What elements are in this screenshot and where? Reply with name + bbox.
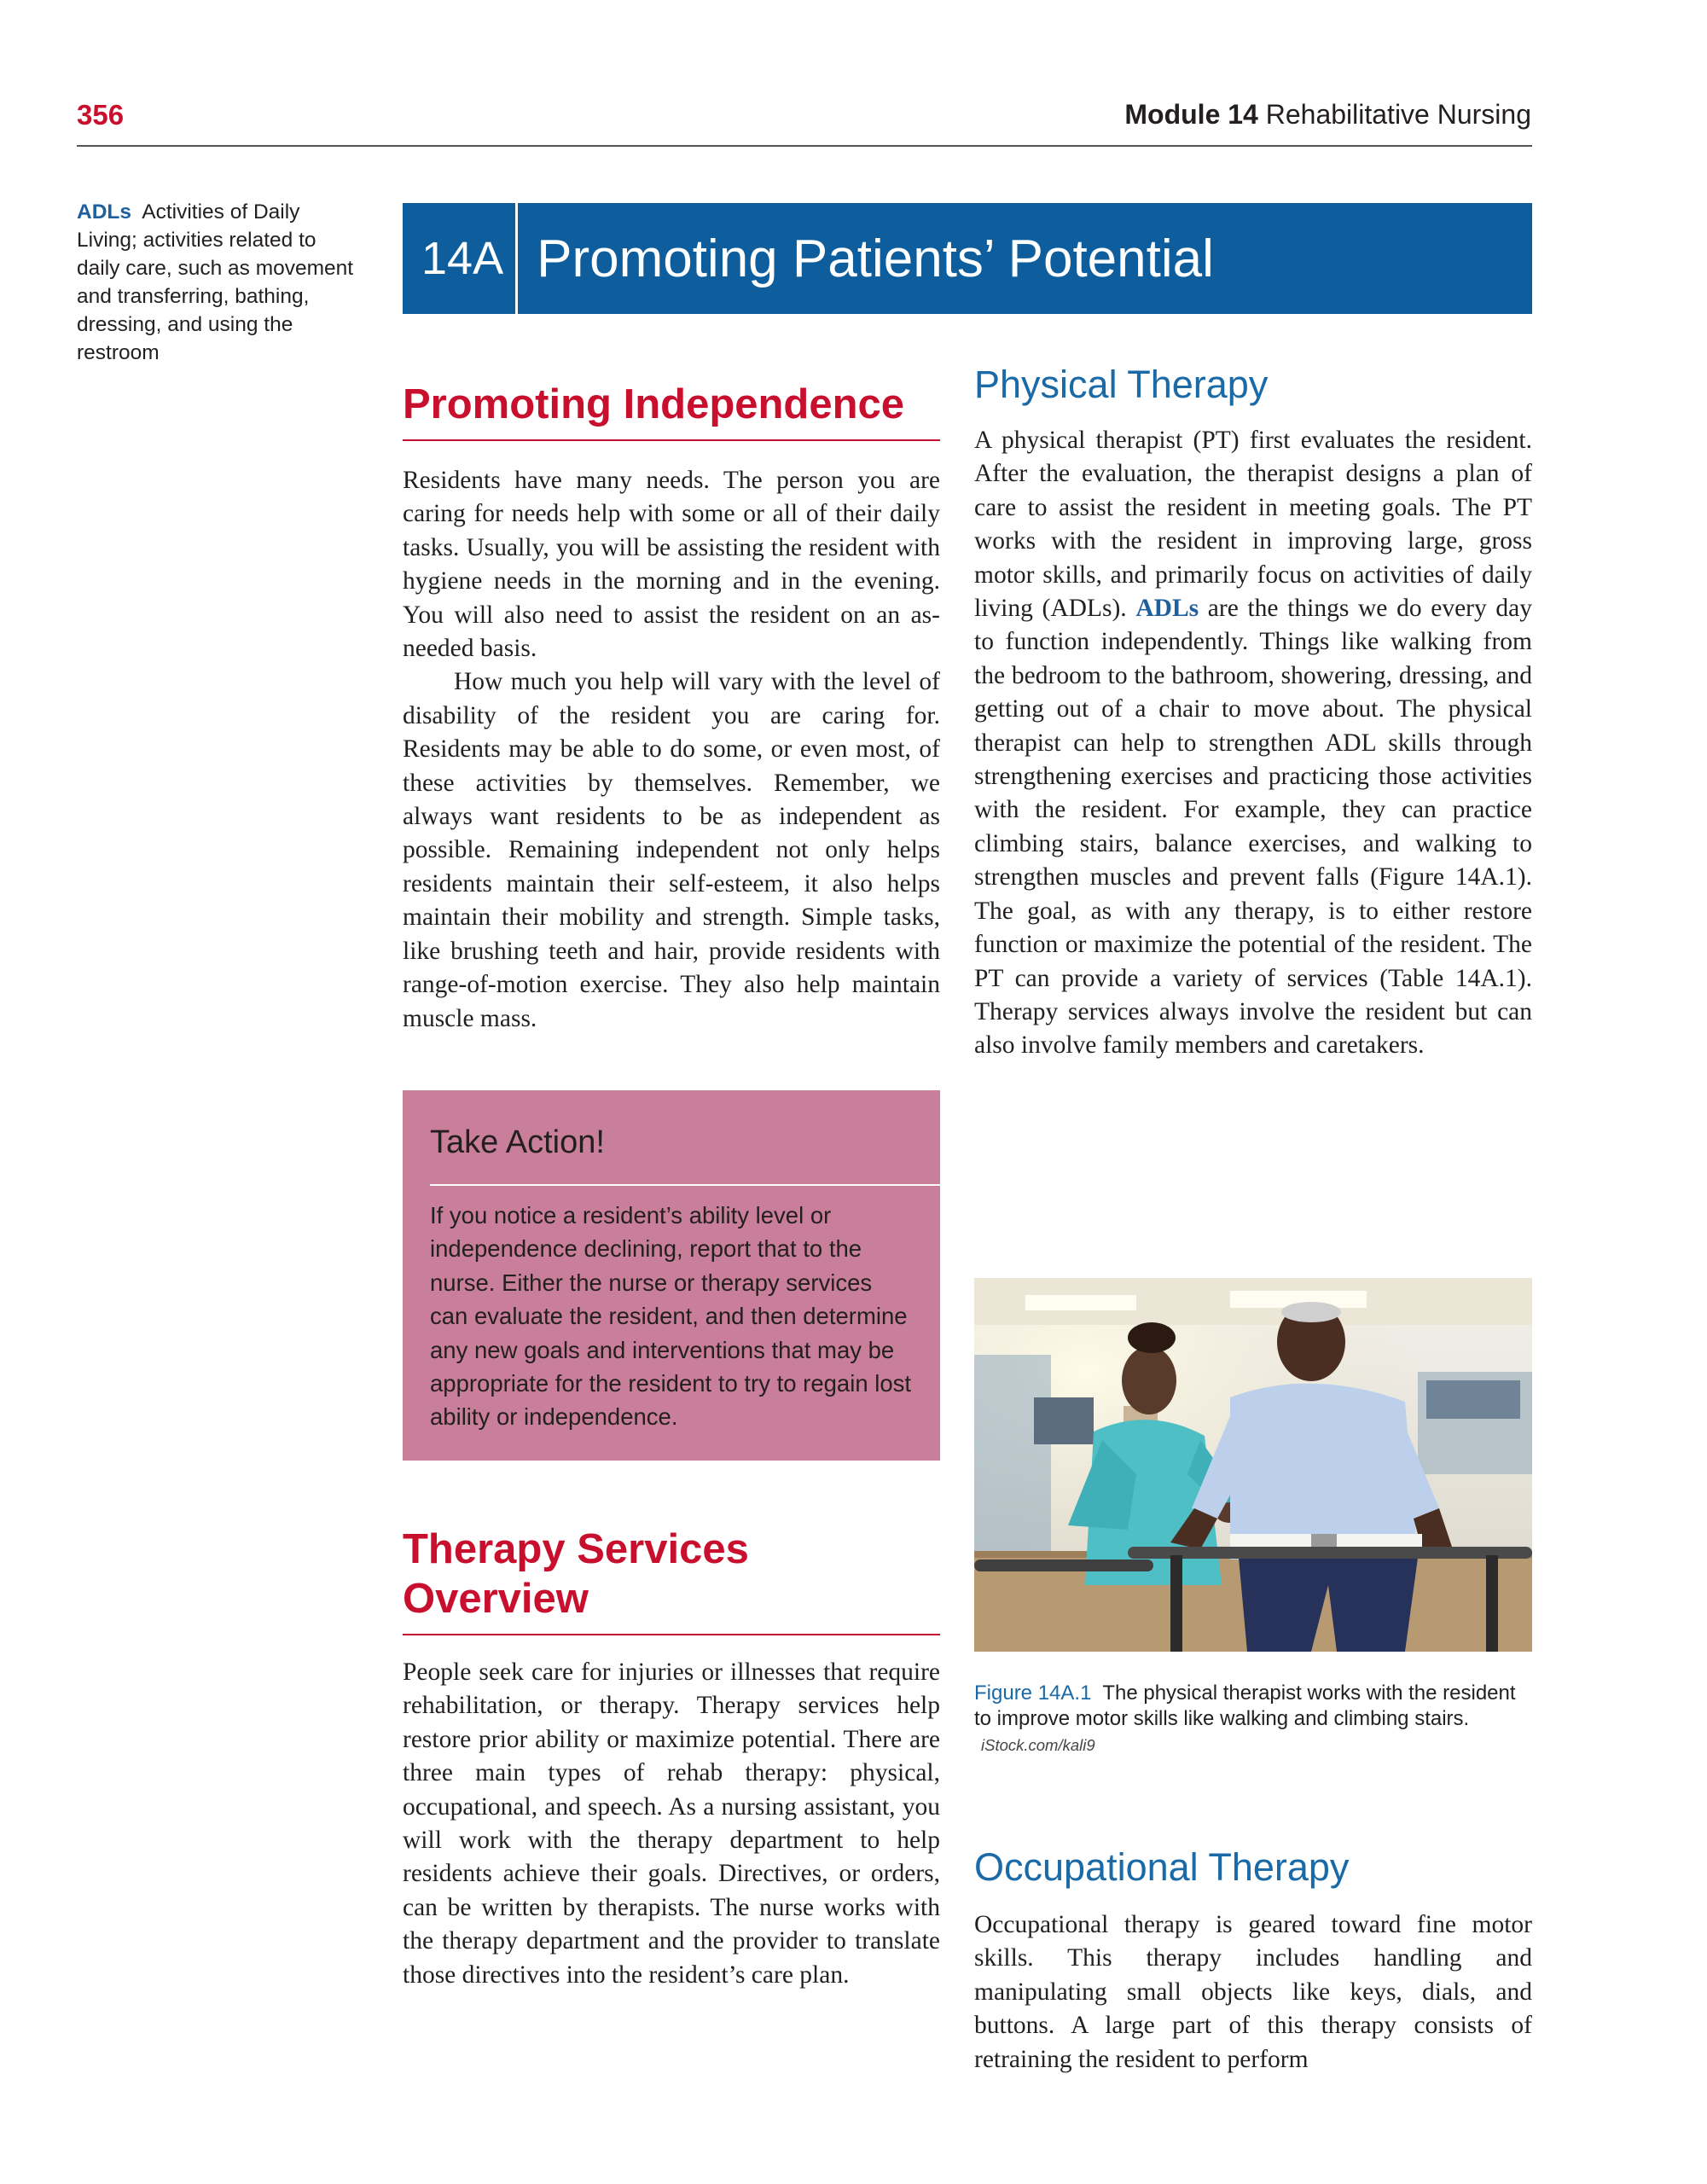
section-banner [403, 203, 1532, 314]
therapy-services-body [403, 1656, 940, 1992]
figure-photo [974, 1278, 1532, 1652]
keyword-adls: ADLs [1135, 595, 1199, 623]
figure-caption [974, 1681, 1532, 1758]
heading-line: Overview [403, 1576, 589, 1622]
take-action-box [403, 1090, 940, 1461]
paragraph [974, 424, 1532, 1063]
caption-text: The physical therapist works with the resident to improve motor skills like walking and climbing stairs. [974, 1682, 1516, 1730]
paragraph: People seek care for injuries or illnesses that require rehabilitation, or therapy. Therapy services help restore prior ability or maximize potential. There are three main types of rehab therapy: physical, occupational, and speech. As a nursing assistant, you will work with the therapy department to help residents achieve their goals. Directives, or orders, can be written by therapists. The nurse works with the therapy department and the provider to translate those directives into the resident’s care plan. [403, 1658, 940, 1989]
promoting-independence-heading: Promoting Independence [403, 381, 905, 427]
text-run: A physical therapist (PT) first evaluates the resident. After the evaluation, the therapist designs a plan of care to assist the resident in meeting goals. The PT works with the resident in improving large, gross motor skills, and primarily focus on activities of daily living (ADLs). [974, 427, 1532, 623]
heading-rule [403, 1634, 940, 1635]
therapy-services-heading [403, 1525, 940, 1623]
heading-rule [403, 439, 940, 441]
figure-label: Figure 14A.1 [974, 1682, 1092, 1705]
paragraph: Occupational therapy is geared toward fine motor skills. This therapy includes handling and manipulating small objects like keys, dials, and buttons. A large part of this therapy consists of retraining the resident to perform [974, 1911, 1532, 2073]
promoting-independence-body [403, 464, 940, 1036]
section-title: Promoting Patients’ Potential [537, 229, 1214, 288]
physical-therapy-body [974, 424, 1532, 1063]
page-number: 356 [77, 99, 125, 131]
header-rule [77, 145, 1532, 147]
glossary-term: ADLs [77, 200, 131, 224]
glossary-definition: Activities of Daily Living; activities related to daily care, such as movement and transferring, bathing, dressing, and using the restroom [77, 200, 354, 364]
paragraph: Residents have many needs. The person you are caring for needs help with some or all of their daily tasks. Usually, you will be assisting the resident with hygiene needs in the morning and in the evening. You will also need to assist the resident on an as-needed basis. [403, 467, 940, 663]
photo-credit: iStock.com/kali9 [981, 1736, 1095, 1754]
take-action-body: If you notice a resident’s ability level or independence declining, report that to the nurse. Either the nurse or therapy services can evaluate the resident, and then determine any new goals and interventions that may be appropriate for the resident to try to regain lost ability or independence. [430, 1202, 912, 1431]
heading-line: Therapy Services [403, 1526, 749, 1572]
take-action-divider [430, 1184, 940, 1186]
glossary-entry [77, 198, 358, 367]
section-number: 14A [403, 203, 518, 314]
occupational-therapy-heading: Occupational Therapy [974, 1845, 1350, 1889]
module-title: Rehabilitative Nursing [1265, 99, 1531, 130]
occupational-therapy-body [974, 1908, 1532, 2077]
running-head [1124, 99, 1531, 131]
module-label: Module 14 [1124, 99, 1258, 130]
take-action-title: Take Action! [430, 1124, 605, 1160]
physical-therapy-heading: Physical Therapy [974, 363, 1269, 406]
paragraph: How much you help will vary with the level of disability of the resident you are caring for. Residents may be able to do some, or even most, of these activities by themselves. Remember, we always want residents to be as independent as possible. Remaining independent not only helps residents maintain their self-esteem, it also helps maintain their mobility and strength. Simple tasks, like brushing teeth and hair, provide residents with range-of-motion exercise. They also help maintain muscle mass. [403, 668, 940, 1032]
text-run: are the things we do every day to function independently. Things like walking from the bedroom to the bathroom, showering, dressing, and getting out of a chair to move about. The physical therapist can help to strengthen ADL skills through strengthening exercises and practicing those activities with the resident. For example, they can practice climbing stairs, balance exercises, and walking to strengthen muscles and prevent falls (Figure 14A.1). The goal, as with any therapy, is to either restore function or maximize the potential of the resident. The PT can provide a variety of services (Table 14A.1). Therapy services always involve the resident but can also involve family members and caretakers. [974, 595, 1533, 1060]
